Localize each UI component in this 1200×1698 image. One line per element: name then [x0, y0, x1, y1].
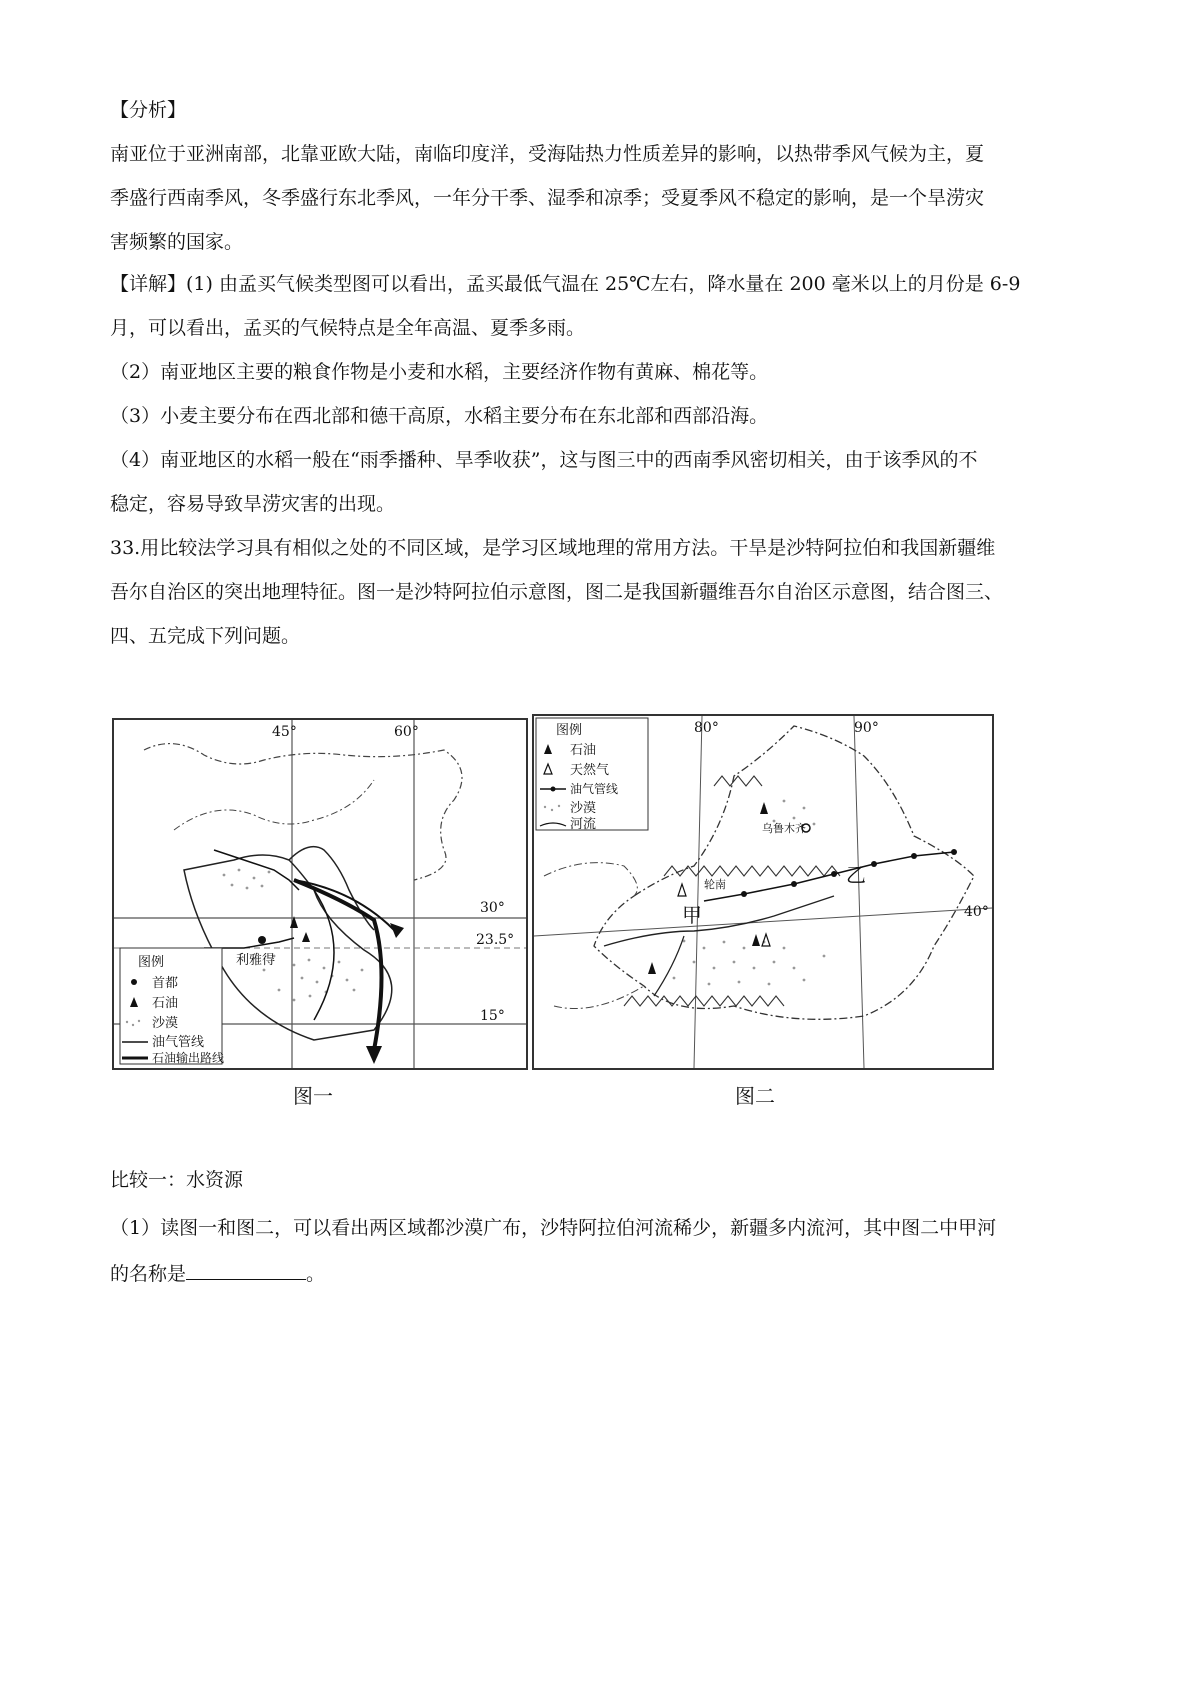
legend-2-gas: 天然气 — [570, 763, 610, 778]
lat-label-30: 30° — [480, 900, 505, 916]
gas-marker — [678, 884, 686, 896]
compare-1-line-2-suffix: 。 — [306, 1263, 326, 1285]
lat-label-23-5: 23.5° — [476, 932, 515, 948]
figure-2-caption: 图二 — [735, 1084, 775, 1108]
desert-pattern — [223, 869, 364, 1002]
figure-1-caption: 图一 — [293, 1084, 333, 1108]
river-tributary — [654, 936, 684, 996]
legend-1-export: 石油输出路线 — [152, 1051, 225, 1065]
detail-line-4: （3）小麦主要分布在西北部和德干高原，水稻主要分布在东北部和西部沿海。 — [110, 405, 769, 427]
legend-2-pipeline: 油气管线 — [570, 782, 619, 796]
question-33-line-1: 33.用比较法学习具有相似之处的不同区域，是学习区域地理的常用方法。干旱是沙特阿拉伯和我国新疆维 — [110, 537, 996, 559]
legend-2-title: 图例 — [556, 723, 583, 738]
oil-export-arrow-2 — [390, 923, 404, 938]
compare-1-line-2-prefix: 的名称是 — [110, 1263, 187, 1285]
oil-export-route-3 — [314, 890, 334, 1020]
legend-2-desert: 沙漠 — [570, 801, 597, 816]
legend-2-river: 河流 — [570, 817, 597, 832]
lat-label-15: 15° — [480, 1008, 505, 1024]
xinjiang-border — [594, 726, 974, 1019]
figure-1-map — [112, 718, 528, 1070]
lon-label-90: 90° — [854, 720, 879, 736]
detail-line-1: 【详解】(1) 由孟买气候类型图可以看出，孟买最低气温在 25℃左右，降水量在 200 毫米以上的月份是 6-9 — [110, 273, 1021, 295]
pipeline-node — [871, 861, 877, 867]
legend-2-oil: 石油 — [570, 743, 597, 758]
river-yi-label: 乙 — [846, 863, 866, 887]
compare-1-line-2 — [110, 1260, 325, 1288]
inner-border — [174, 780, 374, 830]
oil-export-arrow-1 — [366, 1046, 382, 1064]
river-jia — [604, 896, 834, 946]
tianshan-mountains — [664, 866, 840, 876]
pipeline-node — [831, 871, 837, 877]
legend-1-desert: 沙漠 — [152, 1016, 179, 1031]
riyadh-capital-marker — [258, 936, 266, 944]
outer-border-west — [544, 863, 637, 896]
legend-1-oil: 石油 — [152, 996, 179, 1011]
figure-1-legend — [120, 948, 224, 1065]
oil-marker — [648, 962, 656, 974]
pipeline-node — [791, 881, 797, 887]
oil-marker-2 — [302, 932, 310, 942]
lon-label-45: 45° — [272, 724, 297, 740]
lunnan-label: 轮南 — [704, 878, 726, 891]
gas-marker — [762, 934, 770, 946]
pipeline-node-icon — [551, 787, 556, 792]
lat-label-40: 40° — [964, 904, 989, 920]
riyadh-label: 利雅得 — [236, 953, 276, 968]
legend-1-pipeline: 油气管线 — [152, 1035, 205, 1050]
analysis-line-3: 害频繁的国家。 — [110, 231, 244, 253]
detail-line-3: （2）南亚地区主要的粮食作物是小麦和水稻，主要经济作物有黄麻、棉花等。 — [110, 361, 769, 383]
capital-icon — [131, 979, 137, 985]
urumqi-label: 乌鲁木齐 — [762, 822, 806, 835]
compare-1-heading: 比较一：水资源 — [110, 1169, 244, 1191]
question-33-line-2: 吾尔自治区的突出地理特征。图一是沙特阿拉伯示意图，图二是我国新疆维吾尔自治区示意图，结合图三、 — [110, 581, 1004, 603]
oil-marker — [760, 802, 768, 814]
river-jia-label: 甲 — [682, 903, 702, 927]
detail-line-2: 月，可以看出，孟买的气候特点是全年高温、夏季多雨。 — [110, 317, 586, 339]
lon-label-60: 60° — [394, 724, 419, 740]
question-33-line-3: 四、五完成下列问题。 — [110, 625, 301, 647]
compare-1-line-1: （1）读图一和图二，可以看出两区域都沙漠广布，沙特阿拉伯河流稀少，新疆多内流河，其中图二中甲河 — [110, 1217, 997, 1239]
legend-1-title: 图例 — [138, 955, 165, 970]
lon-label-80: 80° — [694, 720, 719, 736]
legend-1-capital: 首都 — [152, 976, 179, 991]
pipeline-node — [911, 853, 917, 859]
analysis-heading: 【分析】 — [110, 99, 187, 121]
pipeline-line-west — [204, 938, 294, 948]
kunlun-mountains — [624, 996, 784, 1006]
pipeline-node — [741, 891, 747, 897]
analysis-line-1: 南亚位于亚洲南部，北靠亚欧大陆，南临印度洋，受海陆热力性质差异的影响，以热带季风气候为主，夏 — [110, 143, 985, 165]
altai-mountains — [714, 776, 762, 786]
oil-marker — [752, 934, 760, 946]
answer-blank[interactable] — [186, 1261, 306, 1280]
pipeline-node — [951, 849, 957, 855]
analysis-line-2: 季盛行西南季风，冬季盛行东北季风，一年分干季、湿季和凉季；受夏季风不稳定的影响，是一个旱涝灾 — [110, 187, 985, 209]
detail-line-6: 稳定，容易导致旱涝灾害的出现。 — [110, 493, 396, 515]
figure-2-map — [532, 714, 994, 1070]
figure-2-legend — [536, 718, 648, 832]
detail-line-5: （4）南亚地区的水稻一般在“雨季播种、旱季收获”，这与图三中的西南季风密切相关，由于该季风的不 — [110, 449, 978, 471]
